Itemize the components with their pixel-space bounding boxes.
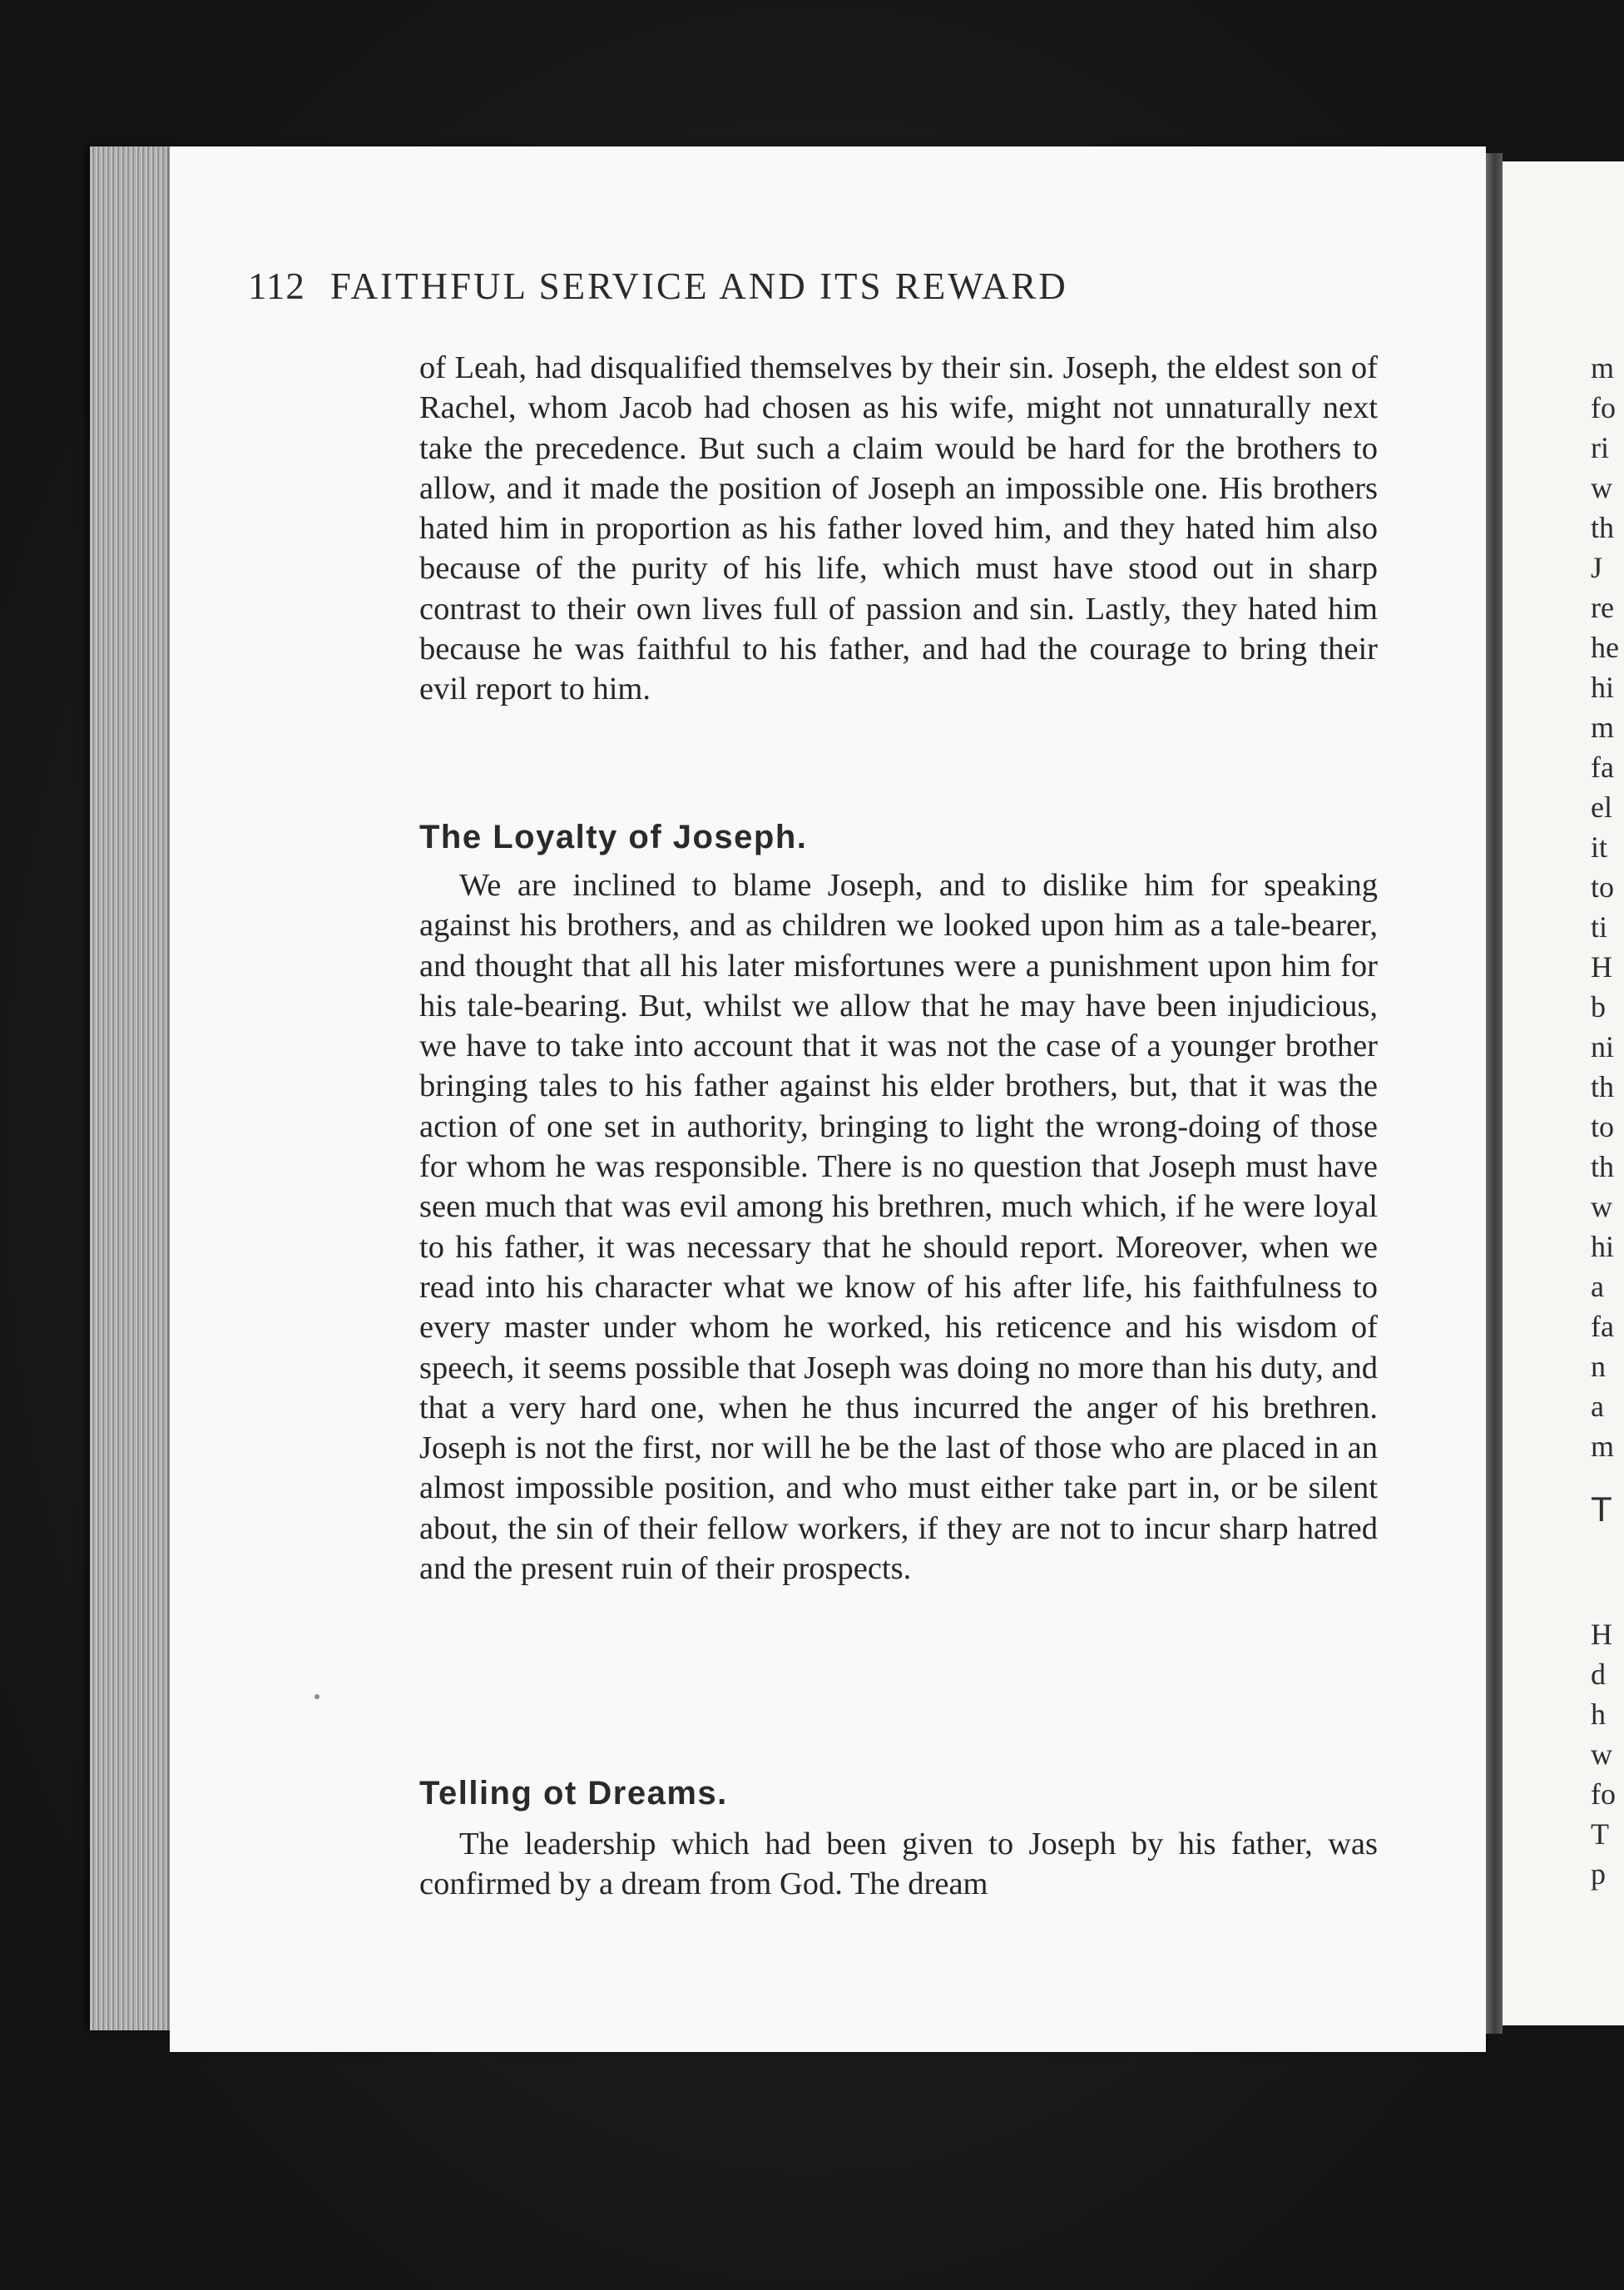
running-head <box>248 265 1379 308</box>
facing-page-line: ri <box>1591 431 1609 464</box>
section-heading-loyalty: The Loyalty of Joseph. <box>419 819 808 855</box>
facing-page-text-top <box>1591 348 1624 1466</box>
facing-page-line: w <box>1591 471 1612 504</box>
facing-page-line: d <box>1591 1658 1606 1691</box>
section-heading-dreams: Telling ot Dreams. <box>419 1775 728 1812</box>
facing-page-line: a <box>1591 1270 1604 1303</box>
page-number: 112 <box>248 265 305 307</box>
facing-page-line: w <box>1591 1737 1612 1771</box>
facing-page-line: ni <box>1591 1030 1615 1063</box>
facing-page-line: th <box>1591 1070 1615 1103</box>
facing-page-line: fa <box>1591 751 1614 784</box>
facing-page-line: m <box>1591 711 1615 744</box>
dust-speck <box>314 1694 319 1699</box>
facing-page-line: hi <box>1591 1230 1615 1263</box>
facing-page-line: m <box>1591 351 1615 384</box>
book-page-edges <box>90 146 173 2030</box>
paragraph-2: We are inclined to blame Joseph, and to dislike him for speaking against his brothers, and as children we looked upon him as a tale-bearer, and thought that all his later misfortunes were a punishment upon him for his tale-bearing. But, whilst we allow that he may have been injudicious, we have to take into account that it was not the case of a younger brother bringing tales to his father against his elder brothers, but, that it was the action of one set in authority, bringing to light the wrong-doing of those for whom he was responsible. There is no question that Joseph must have seen much that was evil among his brethren, much which, if he were loyal to his father, it was necessary that he should report. Moreover, when we read into his character what we know of his after life, his faithfulness to every master under whom he worked, his reticence and his wisdom of speech, it seems possible that Joseph was doing no more than his duty, and that a very hard one, when he thus incurred the anger of his brethren. Joseph is not the first, nor will he be the last of those who are placed in an almost impossible position, and who must either take part in, or be silent about, the sin of their fellow workers, if they are not to incur sharp hatred and the present ruin of their prospects. <box>419 868 1378 1587</box>
paragraph-3: The leadership which had been given to Joseph by his father, was confirmed by a dream from God. The dream <box>419 1827 1378 1902</box>
facing-page-line: th <box>1591 1150 1615 1183</box>
facing-page-line: hi <box>1591 671 1615 704</box>
facing-page-line: m <box>1591 1430 1615 1463</box>
facing-page-text-bottom <box>1591 1614 1624 1894</box>
facing-page-line: he <box>1591 631 1619 664</box>
facing-page-line: b <box>1591 990 1606 1024</box>
facing-page-line: el <box>1591 791 1612 824</box>
facing-page-line: to <box>1591 1110 1615 1143</box>
facing-page-line: to <box>1591 870 1615 904</box>
facing-page-line: h <box>1591 1698 1606 1731</box>
facing-page-line: w <box>1591 1190 1612 1223</box>
facing-page-line: fo <box>1591 1777 1616 1811</box>
facing-page-line: fa <box>1591 1310 1614 1343</box>
facing-page-line: a <box>1591 1390 1604 1423</box>
facing-page-heading-fragment: T <box>1591 1489 1612 1529</box>
paragraph-1: of Leah, had disqualified themselves by their sin. Joseph, the eldest son of Rachel, whom Jacob had chosen as his wife, might not unnaturally next take the precedence. But such a claim would be hard for the brothers to allow, and it made the position of Joseph an impossible one. His brothers hated him in proportion as his father loved him, and they hated him also because of the purity of his life, which must have stood out in sharp contrast to their own lives full of passion and sin. Lastly, they hated him because he was faithful to his father, and had the courage to bring their evil report to him. <box>419 350 1378 707</box>
facing-page-line: J <box>1591 551 1603 584</box>
facing-page-line: H <box>1591 950 1612 984</box>
book-gutter <box>1486 153 1503 2034</box>
facing-page-line: re <box>1591 591 1614 624</box>
facing-page-line: n <box>1591 1350 1606 1383</box>
facing-page-line: th <box>1591 511 1615 544</box>
facing-page-line: ti <box>1591 910 1608 944</box>
facing-page-line: fo <box>1591 391 1616 424</box>
facing-page-line: p <box>1591 1857 1606 1891</box>
facing-page-line: it <box>1591 830 1608 864</box>
facing-page-line: H <box>1591 1618 1612 1651</box>
running-title: FAITHFUL SERVICE AND ITS REWARD <box>329 265 1068 307</box>
facing-page-line: T <box>1591 1817 1609 1851</box>
